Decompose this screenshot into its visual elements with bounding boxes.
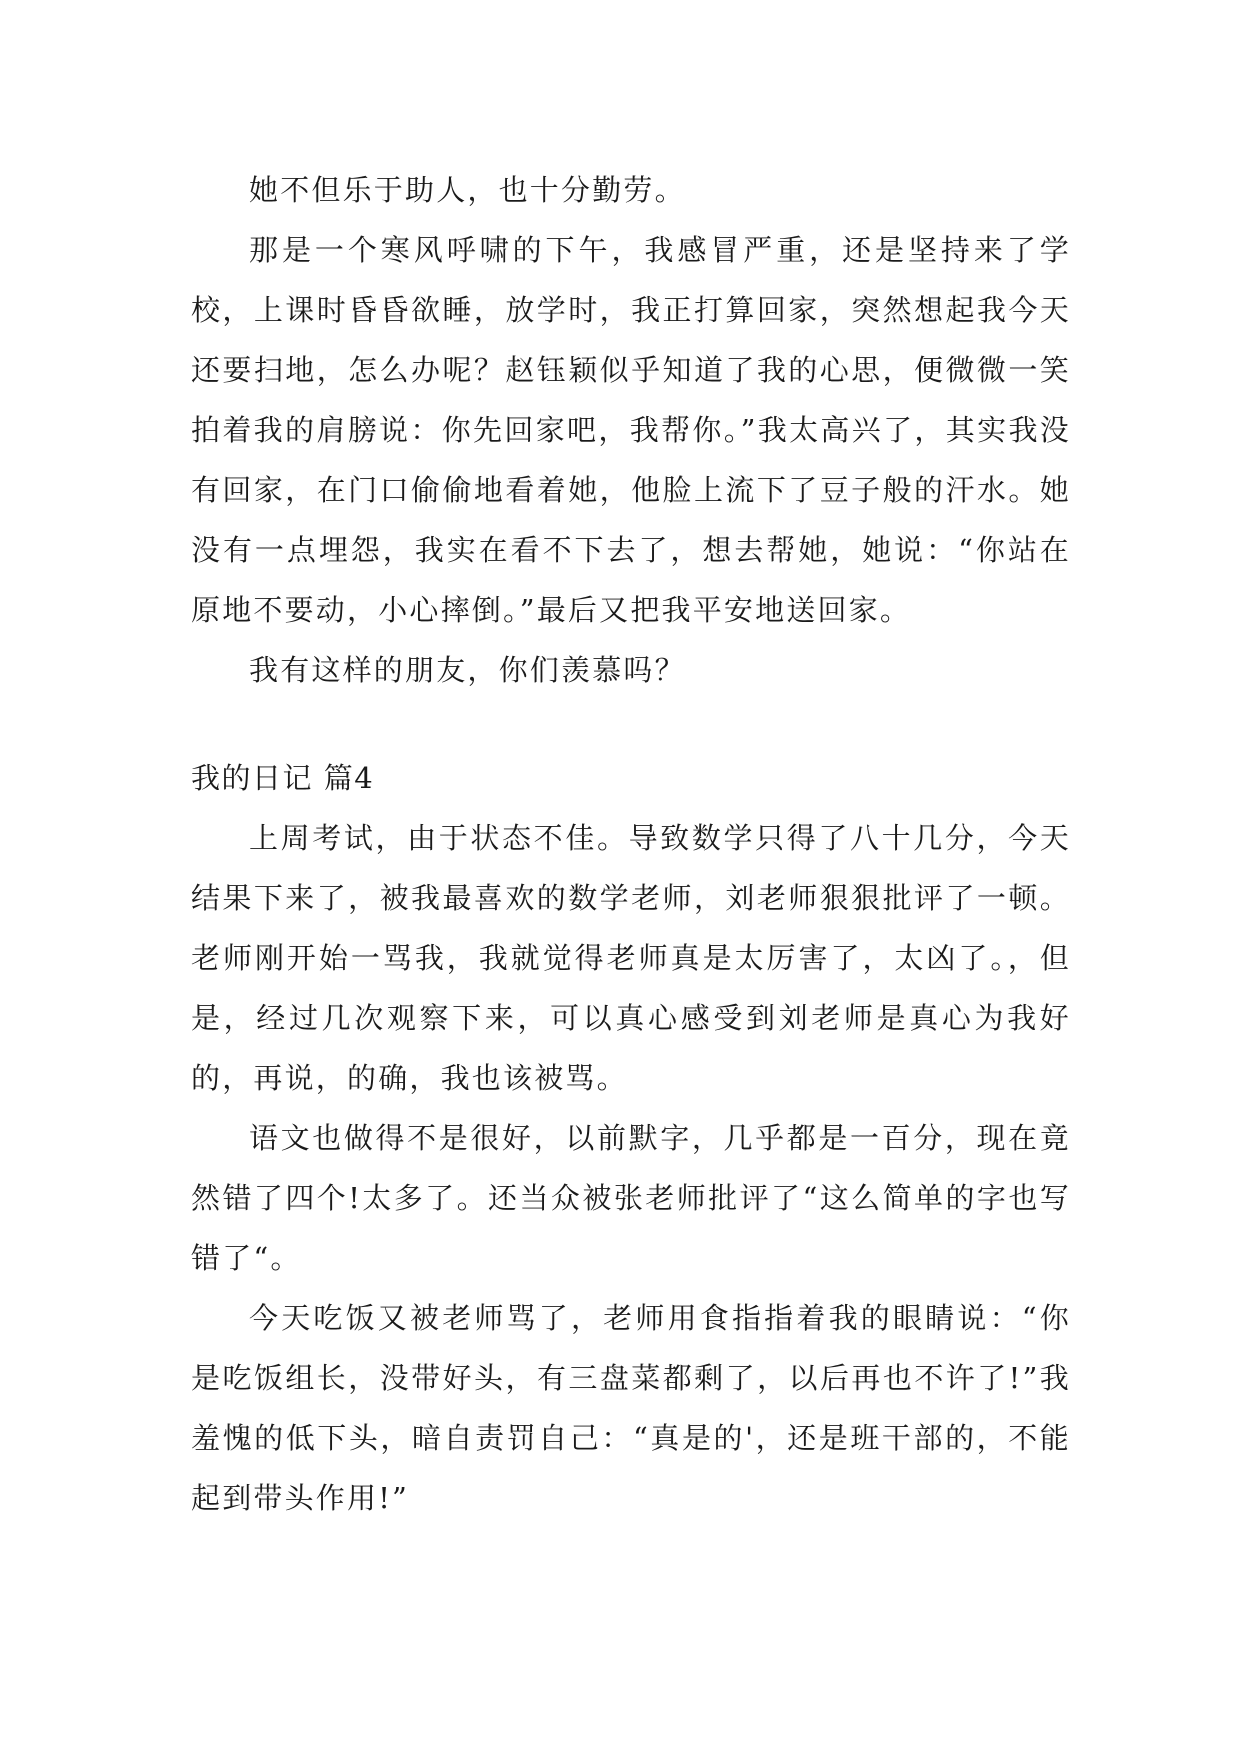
paragraph: 今天吃饭又被老师骂了，老师用食指指着我的眼睛说：“你是吃饭组长，没带好头，有三盘菜都剩了，以后再也不许了!”我羞愧的低下头，暗自责罚自己：“真是的'，还是班干部的，不能起到带头作用!” (191, 1301, 1071, 1515)
paragraph: 那是一个寒风呼啸的下午，我感冒严重，还是坚持来了学校，上课时昏昏欲睡，放学时，我正打算回家，突然想起我今天还要扫地，怎么办呢？赵钰颖似乎知道了我的心思，便微微一笑拍着我的肩膀说：你先回家吧，我帮你。”我太高兴了，其实我没有回家，在门口偷偷地看着她，他脸上流下了豆子般的汗水。她没有一点埋怨，我实在看不下去了，想去帮她，她说：“你站在原地不要动，小心摔倒。”最后又把我平安地送回家。 (191, 233, 1071, 627)
paragraph: 我有这样的朋友，你们羡慕吗？ (249, 653, 686, 687)
paragraph: 上周考试，由于状态不佳。导致数学只得了八十几分，今天结果下来了，被我最喜欢的数学老师，刘老师狠狠批评了一顿。老师刚开始一骂我，我就觉得老师真是太厉害了，太凶了。，但是，经过几次观察下来，可以真心感受到刘老师是真心为我好的，再说，的确，我也该被骂。 (191, 821, 1071, 1095)
section-gap (191, 700, 1071, 748)
document-body (191, 160, 1071, 1528)
paragraph: 她不但乐于助人，也十分勤劳。 (249, 173, 686, 207)
section-heading: 我的日记 篇4 (191, 761, 375, 795)
paragraph: 语文也做得不是很好，以前默字，几乎都是一百分，现在竟然错了四个!太多了。还当众被张老师批评了“这么简单的字也写错了“。 (191, 1121, 1071, 1275)
